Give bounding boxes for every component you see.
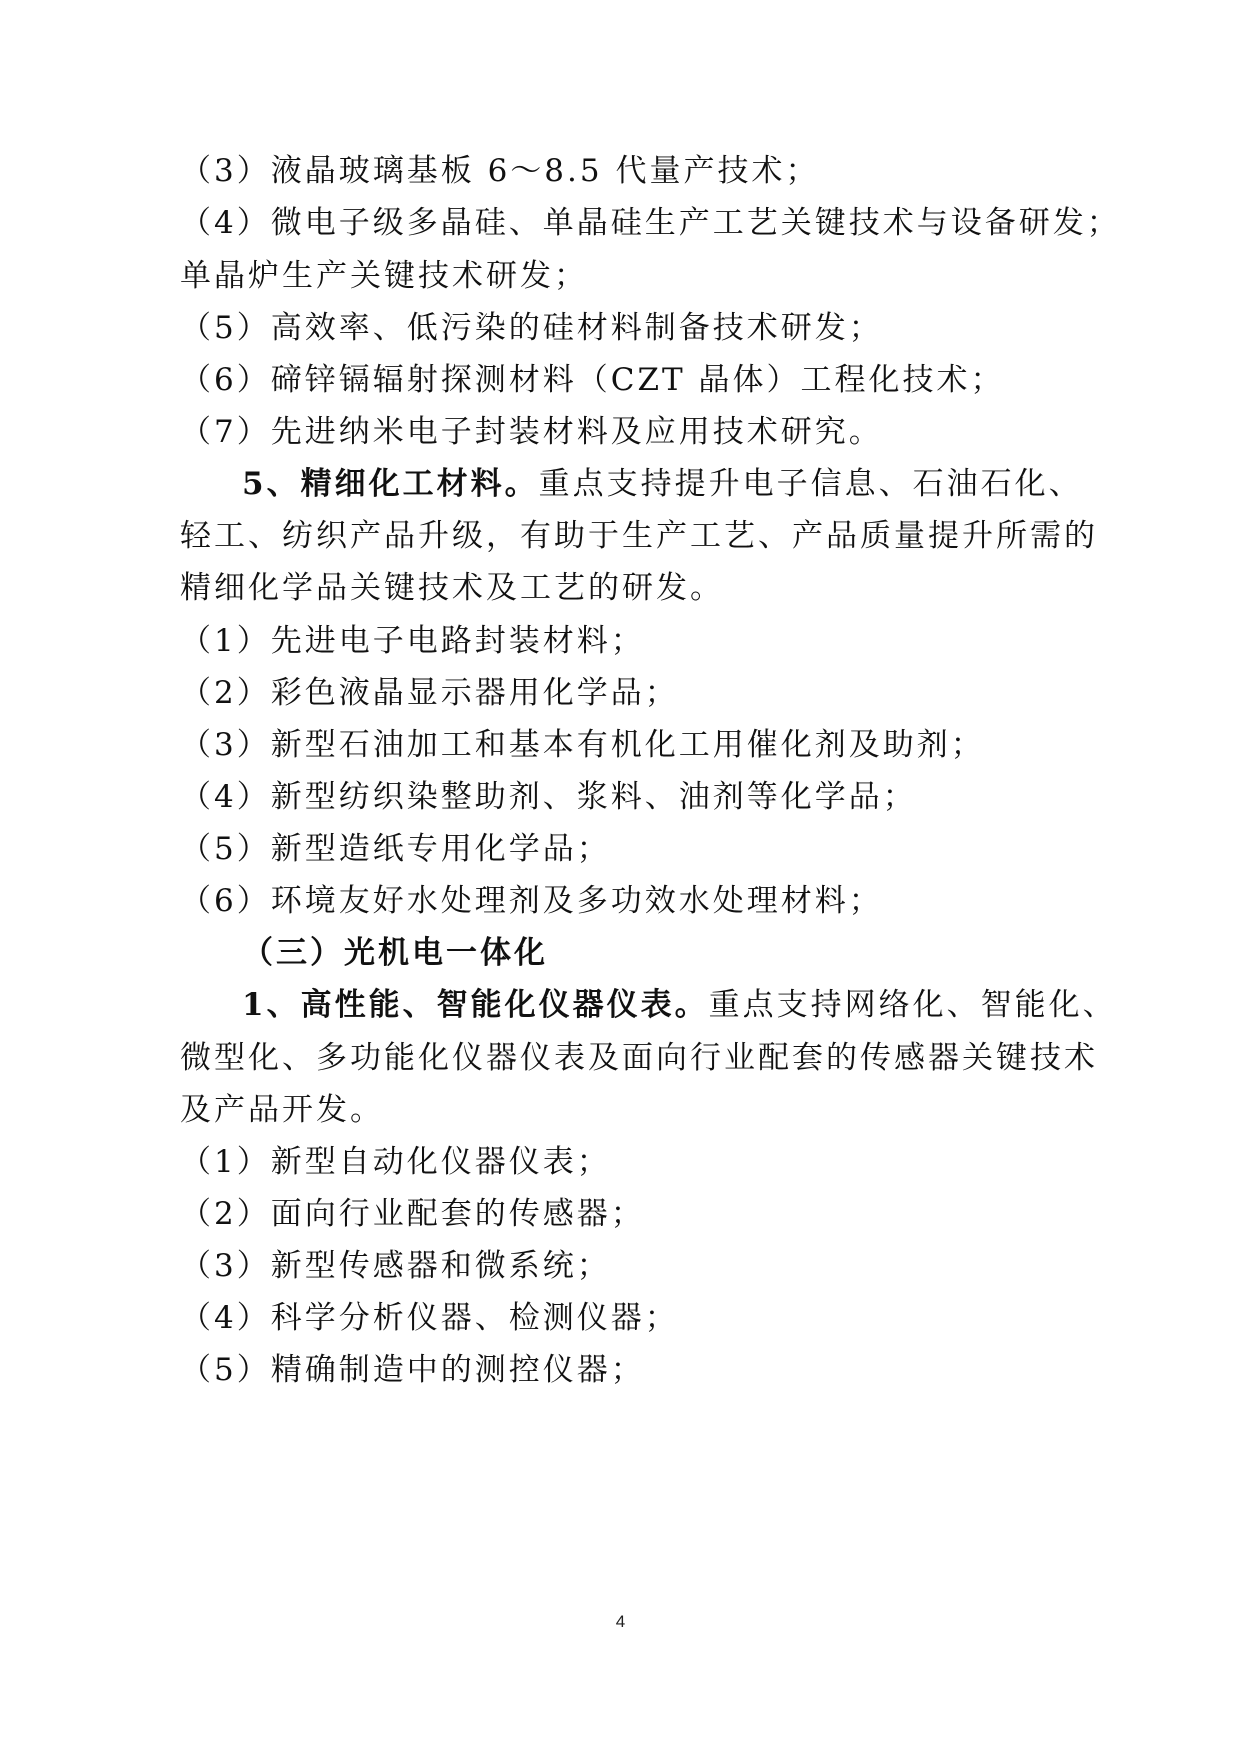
- paragraph-line: [180, 568, 724, 608]
- list-item-6-czt: [180, 360, 1005, 400]
- section-heading-instruments: [242, 985, 1117, 1025]
- line-text: 精细化学品关键技术及工艺的研发。: [180, 570, 724, 606]
- list-item-4-silicon: [180, 203, 1121, 243]
- list-item-5-silicon-materials: [180, 308, 883, 348]
- line-text: 单晶炉生产关键技术研发；: [180, 258, 588, 294]
- paragraph-line: [180, 1038, 1098, 1078]
- list-item-5-paper-chemicals: [180, 829, 611, 869]
- line-text: （4）新型纺织染整助剂、浆料、油剂等化学品；: [180, 779, 917, 815]
- section-heading-fine-chemicals: [242, 464, 1083, 504]
- line-text: （6）环境友好水处理剂及多功效水处理材料；: [180, 883, 883, 919]
- list-item-5-measurement-control: [180, 1350, 645, 1390]
- list-item-2-lcd-chemicals: [180, 673, 679, 713]
- line-text: （1）新型自动化仪器仪表；: [180, 1144, 611, 1180]
- list-item-7-nano-packaging: [180, 412, 883, 452]
- line-text: （6）碲锌镉辐射探测材料（CZT 晶体）工程化技术；: [180, 362, 1005, 398]
- line-text: 重点支持网络化、智能化、: [708, 987, 1117, 1023]
- list-item-4-analysis-instruments: [180, 1298, 679, 1338]
- line-text: （5）高效率、低污染的硅材料制备技术研发；: [180, 310, 883, 346]
- paragraph-line: [180, 516, 1098, 556]
- section-heading-bold: 1、高性能、智能化仪器仪表。: [242, 987, 709, 1023]
- list-item-4-textile-auxiliaries: [180, 777, 917, 817]
- line-text: （1）先进电子电路封装材料；: [180, 623, 645, 659]
- line-text: （3）新型石油加工和基本有机化工用催化剂及助剂；: [180, 727, 985, 763]
- line-text: （4）微电子级多晶硅、单晶硅生产工艺关键技术与设备研发；: [180, 205, 1121, 241]
- paragraph-line: [180, 1090, 384, 1130]
- section-heading-optomechatronics: [242, 933, 548, 973]
- line-text: （5）新型造纸专用化学品；: [180, 831, 611, 867]
- line-text: （4）科学分析仪器、检测仪器；: [180, 1300, 679, 1336]
- list-item-3-catalysts: [180, 725, 985, 765]
- line-text: 重点支持提升电子信息、石油石化、: [538, 466, 1083, 502]
- list-item-2-industry-sensors: [180, 1194, 645, 1234]
- list-item-1-automation-instruments: [180, 1142, 611, 1182]
- list-item-3-microsystems: [180, 1246, 611, 1286]
- line-text: （7）先进纳米电子封装材料及应用技术研究。: [180, 414, 883, 450]
- section-heading-bold: 5、精细化工材料。: [242, 466, 539, 502]
- list-item-4-continuation: [180, 256, 588, 296]
- list-item-3-lcd-glass: [180, 151, 819, 191]
- list-item-1-circuit-packaging: [180, 621, 645, 661]
- line-text: 微型化、多功能化仪器仪表及面向行业配套的传感器关键技术: [180, 1040, 1098, 1076]
- line-text: （3）液晶玻璃基板 6～8.5 代量产技术；: [180, 153, 820, 189]
- page-number: 4: [615, 1612, 626, 1631]
- section-heading-bold: （三）光机电一体化: [242, 935, 548, 971]
- line-text: （2）面向行业配套的传感器；: [180, 1196, 645, 1232]
- line-text: （5）精确制造中的测控仪器；: [180, 1352, 645, 1388]
- list-item-6-water-treatment: [180, 881, 883, 921]
- line-text: 轻工、纺织产品升级，有助于生产工艺、产品质量提升所需的: [180, 518, 1098, 554]
- line-text: （2）彩色液晶显示器用化学品；: [180, 675, 679, 711]
- line-text: （3）新型传感器和微系统；: [180, 1248, 611, 1284]
- line-text: 及产品开发。: [180, 1092, 384, 1128]
